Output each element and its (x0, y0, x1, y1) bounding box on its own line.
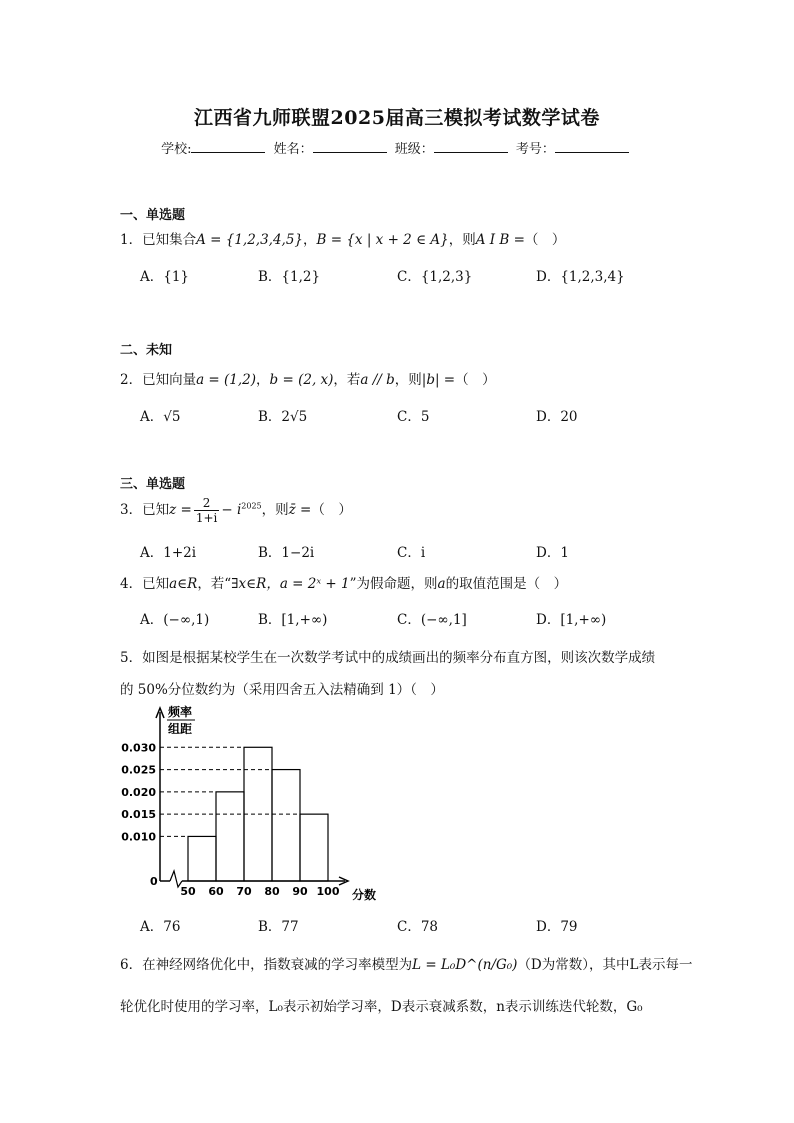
y-origin-label: 0 (150, 875, 158, 888)
q4-prop: ∃x∈R，a = 2ˣ + 1 (231, 576, 350, 592)
question-2 (120, 368, 496, 388)
q4-option-c[interactable]: C．(−∞,1] (397, 612, 467, 628)
y-axis-label-bottom: 组距 (168, 722, 193, 736)
histogram-bar (300, 814, 328, 881)
question-1 (120, 228, 565, 248)
y-axis-label-top: 频率 (168, 705, 193, 719)
q1-set-a: A = {1,2,3,4,5} (196, 232, 304, 248)
q2-cond: a // b (360, 372, 395, 388)
q4-option-d[interactable]: D．[1,+∞) (536, 612, 607, 628)
q4-number: 4． (120, 576, 143, 592)
q2-option-b[interactable]: B．2√5 (258, 409, 308, 425)
q3-option-c[interactable]: C．i (397, 545, 426, 561)
q1-option-d[interactable]: D．{1,2,3,4} (536, 269, 625, 285)
q3-text: 已知 (142, 502, 170, 518)
q1-set-b: B = {x | x + 2 ∈ A} (316, 232, 449, 248)
q3-expr: z̄ = (288, 502, 312, 518)
number-label: 考号： (515, 142, 555, 157)
histogram-bar (188, 836, 216, 881)
q3-frac-den: 1+i (195, 511, 218, 525)
x-tick-label: 90 (292, 885, 308, 898)
q4-text-b: ，若“ (197, 576, 232, 592)
q5-option-c[interactable]: C．78 (397, 919, 439, 935)
histogram-bar (272, 770, 300, 881)
q6-text-b: （D为常数），其中L表示每一 (517, 957, 693, 973)
name-blank[interactable] (313, 140, 387, 153)
q2-text-c: ，则 (394, 372, 422, 388)
section-heading-2: 二、未知 (120, 343, 173, 358)
q5-text-line-1: 如图是根据某校学生在一次数学考试中的成绩画出的频率分布直方图，则该次数学成绩 (142, 650, 656, 666)
section-heading-1: 一、单选题 (120, 208, 186, 223)
x-axis-label: 分数 (352, 888, 377, 902)
q2-sep: ， (256, 372, 270, 388)
q1-option-c[interactable]: C．{1,2,3} (397, 269, 473, 285)
q3-frac-num: 2 (194, 496, 220, 511)
q5-number: 5． (120, 650, 143, 666)
q3-option-d[interactable]: D．1 (536, 545, 569, 561)
y-tick-label: 0.015 (121, 808, 156, 822)
frequency-histogram (120, 700, 390, 910)
x-tick-label: 50 (180, 885, 196, 898)
class-blank[interactable] (434, 140, 508, 153)
section-heading-3: 三、单选题 (120, 477, 186, 492)
q4-text-d: 的取值范围是（ ） (445, 576, 568, 592)
histogram-bar (216, 792, 244, 881)
question-3 (120, 496, 352, 525)
q2-vec-b: b = (2, x) (269, 372, 334, 388)
q2-text-b: ，若 (333, 372, 361, 388)
q6-text-a: 在神经网络优化中，指数衰减的学习率模型为 (142, 957, 413, 973)
name-label: 姓名： (273, 142, 313, 157)
q5-option-b[interactable]: B．77 (258, 919, 299, 935)
q3-paren: （ ） (311, 502, 352, 518)
q2-option-a[interactable]: A．√5 (140, 409, 181, 425)
q6-formula: L = L₀D^(n/G₀) (412, 957, 518, 973)
q3-number: 3． (120, 502, 143, 518)
student-info-line (0, 138, 794, 157)
y-tick-label: 0.020 (121, 785, 156, 799)
q3-fraction (194, 496, 220, 525)
x-tick-label: 100 (316, 885, 340, 898)
y-tick-label: 0.010 (121, 830, 156, 844)
q5-option-a[interactable]: A．76 (140, 919, 181, 935)
q2-text: 已知向量 (142, 372, 197, 388)
school-label: 学校: (161, 142, 192, 157)
question-6-line-2: 轮优化时使用的学习率，L₀表示初始学习率，D表示衰减系数，n表示训练迭代轮数，G₀ (120, 999, 643, 1015)
q3-lhs: z = (169, 502, 192, 518)
q3-exponent: 2025 (241, 501, 262, 511)
q5-option-d[interactable]: D．79 (536, 919, 578, 935)
q3-text-b: ，则 (261, 502, 289, 518)
q1-option-a[interactable]: A．{1} (140, 269, 190, 285)
q1-text: 已知集合 (142, 232, 197, 248)
q1-text-b: ，则 (448, 232, 476, 248)
x-tick-label: 60 (208, 885, 224, 898)
school-blank[interactable] (191, 140, 265, 153)
q4-cond: a∈R (169, 576, 198, 592)
q3-option-a[interactable]: A．1+2i (140, 545, 197, 561)
q2-expr: |b| = (421, 372, 456, 388)
y-tick-label: 0.030 (121, 741, 156, 755)
q1-sep: ， (303, 232, 317, 248)
q3-rhs: − i (221, 502, 242, 518)
class-label: 班级： (394, 142, 434, 157)
q2-vec-a: a = (1,2) (196, 372, 257, 388)
q6-number: 6． (120, 957, 143, 973)
q1-number: 1． (120, 232, 143, 248)
q4-option-a[interactable]: A．(−∞,1) (140, 612, 210, 628)
x-tick-label: 70 (236, 885, 252, 898)
question-5-line-1 (120, 646, 655, 666)
q4-var: a (437, 576, 446, 592)
x-tick-label: 80 (264, 885, 280, 898)
y-tick-label: 0.025 (121, 763, 156, 777)
q2-paren: （ ） (455, 372, 496, 388)
q2-option-d[interactable]: D．20 (536, 409, 578, 425)
q1-option-b[interactable]: B．{1,2} (258, 269, 321, 285)
q2-number: 2． (120, 372, 143, 388)
q4-option-b[interactable]: B．[1,+∞) (258, 612, 328, 628)
q1-paren: （ ） (524, 232, 566, 248)
page-title: 江西省九师联盟2025届高三模拟考试数学试卷 (194, 107, 600, 129)
question-6-line-1 (120, 953, 692, 973)
question-5-line-2: 的 50%分位数约为（采用四舍五入法精确到 1）（ ） (120, 682, 444, 698)
number-blank[interactable] (555, 140, 629, 153)
q4-text: 已知 (142, 576, 170, 592)
q1-expr: A I B = (475, 232, 525, 248)
question-4 (120, 572, 567, 592)
q4-text-c: ”为假命题，则 (349, 576, 438, 592)
q3-option-b[interactable]: B．1−2i (258, 545, 315, 561)
q2-option-c[interactable]: C．5 (397, 409, 430, 425)
